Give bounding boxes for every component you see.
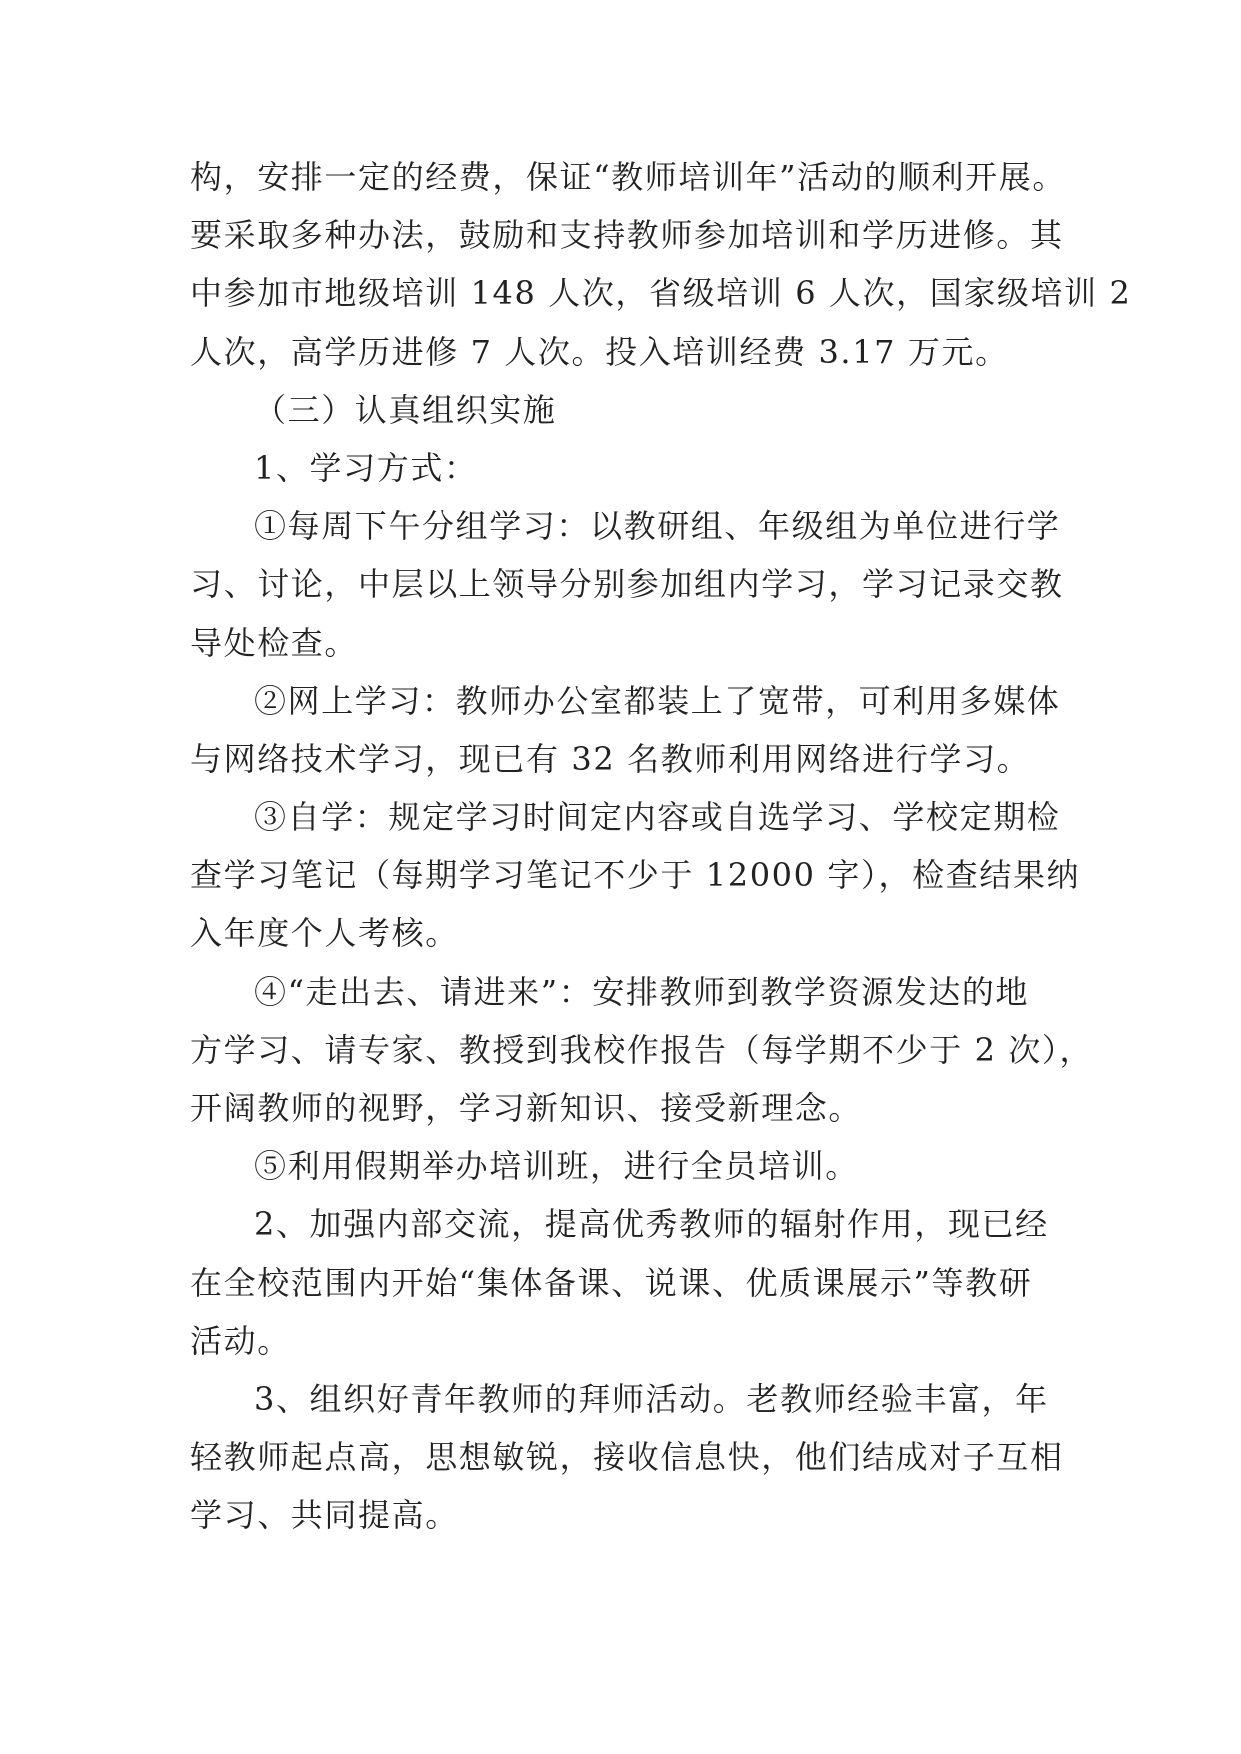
- text-line: ②网上学习：教师办公室都装上了宽带，可利用多媒体: [254, 681, 1061, 720]
- text-line: 学习、共同提高。: [190, 1496, 459, 1535]
- text-line: 2、加强内部交流，提高优秀教师的辐射作用，现已经: [254, 1205, 1049, 1244]
- body-text: [190, 148, 1132, 1545]
- text-line: 导处检查。: [190, 623, 359, 662]
- text-line: ④“走出去、请进来”：安排教师到教学资源发达的地: [254, 972, 1030, 1011]
- text-line: 构，安排一定的经费，保证“教师培训年”活动的顺利开展。: [190, 158, 1066, 196]
- text-line: 方学习、请专家、教授到我校作报告（每学期不少于 2 次），: [190, 1030, 1094, 1069]
- text-line: 与网络技术学习，现已有 32 名教师利用网络进行学习。: [190, 739, 1031, 778]
- text-line: 3、组织好青年教师的拜师活动。老教师经验丰富，年: [254, 1379, 1049, 1418]
- subsection-heading: 1、学习方式：: [254, 448, 478, 487]
- text-line: 习、讨论，中层以上领导分别参加组内学习，学习记录交教: [190, 565, 1064, 604]
- text-line: ⑤利用假期举办培训班，进行全员培训。: [254, 1147, 859, 1186]
- text-line: ①每周下午分组学习：以教研组、年级组为单位进行学: [254, 507, 1061, 546]
- section-heading: （三）认真组织实施: [254, 390, 557, 429]
- text-line: 活动。: [190, 1321, 291, 1360]
- text-line: 轻教师起点高，思想敏锐，接收信息快，他们结成对子互相: [190, 1438, 1064, 1477]
- text-line: 要采取多种办法，鼓励和支持教师参加培训和学历进修。其: [190, 216, 1064, 255]
- text-line: ③自学：规定学习时间定内容或自选学习、学校定期检: [254, 798, 1061, 837]
- text-line: 开阔教师的视野，学习新知识、接受新理念。: [190, 1089, 863, 1127]
- text-line: 人次，高学历进修 7 人次。投入培训经费 3.17 万元。: [190, 332, 1009, 371]
- text-line: 入年度个人考核。: [190, 914, 459, 953]
- text-line: 中参加市地级培训 148 人次，省级培训 6 人次，国家级培训 2: [190, 274, 1132, 313]
- text-line: 查学习笔记（每期学习笔记不少于 12000 字），检查结果纳: [190, 856, 1081, 895]
- text-line: 在全校范围内开始“集体备课、说课、优质课展示”等教研: [190, 1263, 1033, 1302]
